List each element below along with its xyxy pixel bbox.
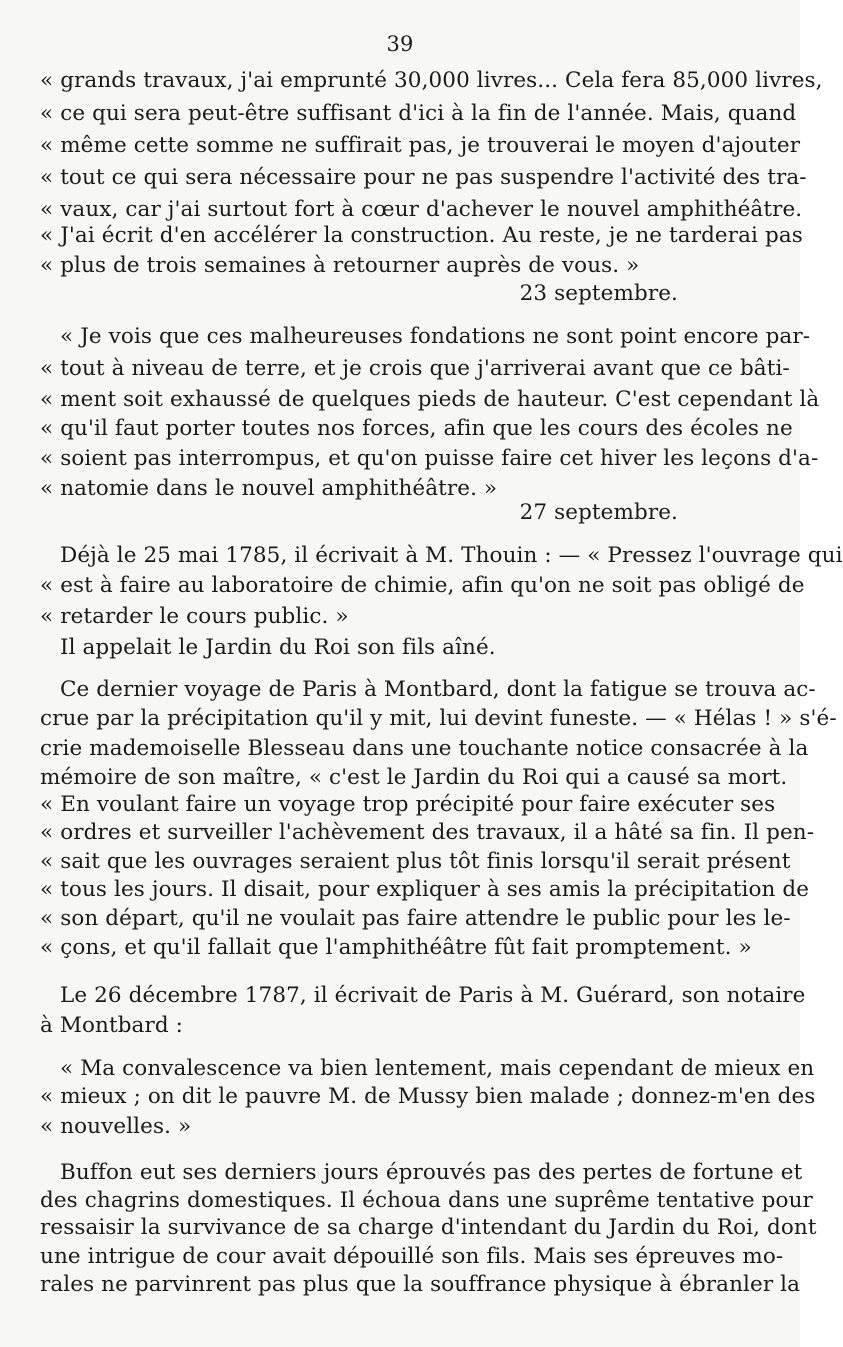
text-line: ressaisir la survivance de sa charge d'intendant du Jardin du Roi, dont: [40, 1215, 817, 1240]
text-line: « tous les jours. Il disait, pour expliquer à ses amis la précipitation de: [40, 877, 810, 902]
text-line: Déjà le 25 mai 1785, il écrivait à M. Thouin : — « Pressez l'ouvrage qui: [60, 543, 843, 568]
letter-date: 23 septembre.: [519, 281, 678, 306]
text-line: mémoire de son maître, « c'est le Jardin du Roi qui a causé sa mort.: [40, 765, 788, 790]
text-line: Ce dernier voyage de Paris à Montbard, dont la fatigue se trouva ac-: [60, 677, 816, 702]
text-line: « En voulant faire un voyage trop précipité pour faire exécuter ses: [40, 792, 776, 817]
text-line: « nouvelles. »: [40, 1114, 192, 1139]
text-line: Il appelait le Jardin du Roi son fils aîné.: [60, 635, 496, 660]
text-line: « natomie dans le nouvel amphithéâtre. »: [40, 476, 498, 501]
text-line: « tout ce qui sera nécessaire pour ne pas suspendre l'activité des tra-: [40, 165, 807, 190]
text-line: « mieux ; on dit le pauvre M. de Mussy bien malade ; donnez-m'en des: [40, 1084, 816, 1109]
text-line: une intrigue de cour avait dépouillé son fils. Mais ses épreuves mo-: [40, 1244, 784, 1269]
text-line: « sait que les ouvrages seraient plus tôt finis lorsqu'il serait présent: [40, 849, 791, 874]
text-line: « ordres et surveiller l'achèvement des travaux, il a hâté sa fin. Il pen-: [40, 820, 815, 845]
text-line: crue par la précipitation qu'il y mit, lui devint funeste. — « Hélas ! » s'é-: [40, 706, 837, 731]
text-line: « même cette somme ne suffirait pas, je trouverai le moyen d'ajouter: [40, 133, 801, 158]
text-line: « grands travaux, j'ai emprunté 30,000 livres... Cela fera 85,000 livres,: [40, 68, 823, 93]
text-line: « ment soit exhaussé de quelques pieds de hauteur. C'est cependant là: [40, 387, 820, 412]
text-line: « plus de trois semaines à retourner auprès de vous. »: [40, 253, 640, 278]
text-line: « tout à niveau de terre, et je crois que j'arriverai avant que ce bâti-: [40, 356, 790, 381]
text-line: des chagrins domestiques. Il échoua dans une suprême tentative pour: [40, 1188, 813, 1213]
text-line: à Montbard :: [40, 1013, 183, 1038]
letter-date: 27 septembre.: [519, 500, 678, 525]
text-line: « qu'il faut porter toutes nos forces, afin que les cours des écoles ne: [40, 416, 793, 441]
text-line: « retarder le cours public. »: [40, 604, 349, 629]
text-line: « vaux, car j'ai surtout fort à cœur d'achever le nouvel amphithéâtre.: [40, 197, 803, 222]
text-line: « Ma convalescence va bien lentement, mais cependant de mieux en: [60, 1056, 815, 1081]
text-line: « est à faire au laboratoire de chimie, afin qu'on ne soit pas obligé de: [40, 573, 805, 598]
text-line: crie mademoiselle Blesseau dans une touchante notice consacrée à la: [40, 736, 809, 761]
text-line: Le 26 décembre 1787, il écrivait de Paris à M. Guérard, son notaire: [60, 983, 806, 1008]
text-line: rales ne parvinrent pas plus que la souffrance physique à ébranler la: [40, 1272, 801, 1297]
text-line: « Je vois que ces malheureuses fondations ne sont point encore par-: [60, 324, 811, 349]
text-line: « ce qui sera peut-être suffisant d'ici à la fin de l'année. Mais, quand: [40, 101, 797, 126]
page-number: 39: [386, 32, 414, 56]
text-line: « son départ, qu'il ne voulait pas faire attendre le public pour les le-: [40, 906, 791, 931]
text-line: « J'ai écrit d'en accélérer la construction. Au reste, je ne tarderai pas: [40, 223, 803, 248]
text-line: « çons, et qu'il fallait que l'amphithéâtre fût fait promptement. »: [40, 935, 752, 960]
text-line: « soient pas interrompus, et qu'on puisse faire cet hiver les leçons d'a-: [40, 446, 819, 471]
text-line: Buffon eut ses derniers jours éprouvés pas des pertes de fortune et: [60, 1160, 803, 1185]
